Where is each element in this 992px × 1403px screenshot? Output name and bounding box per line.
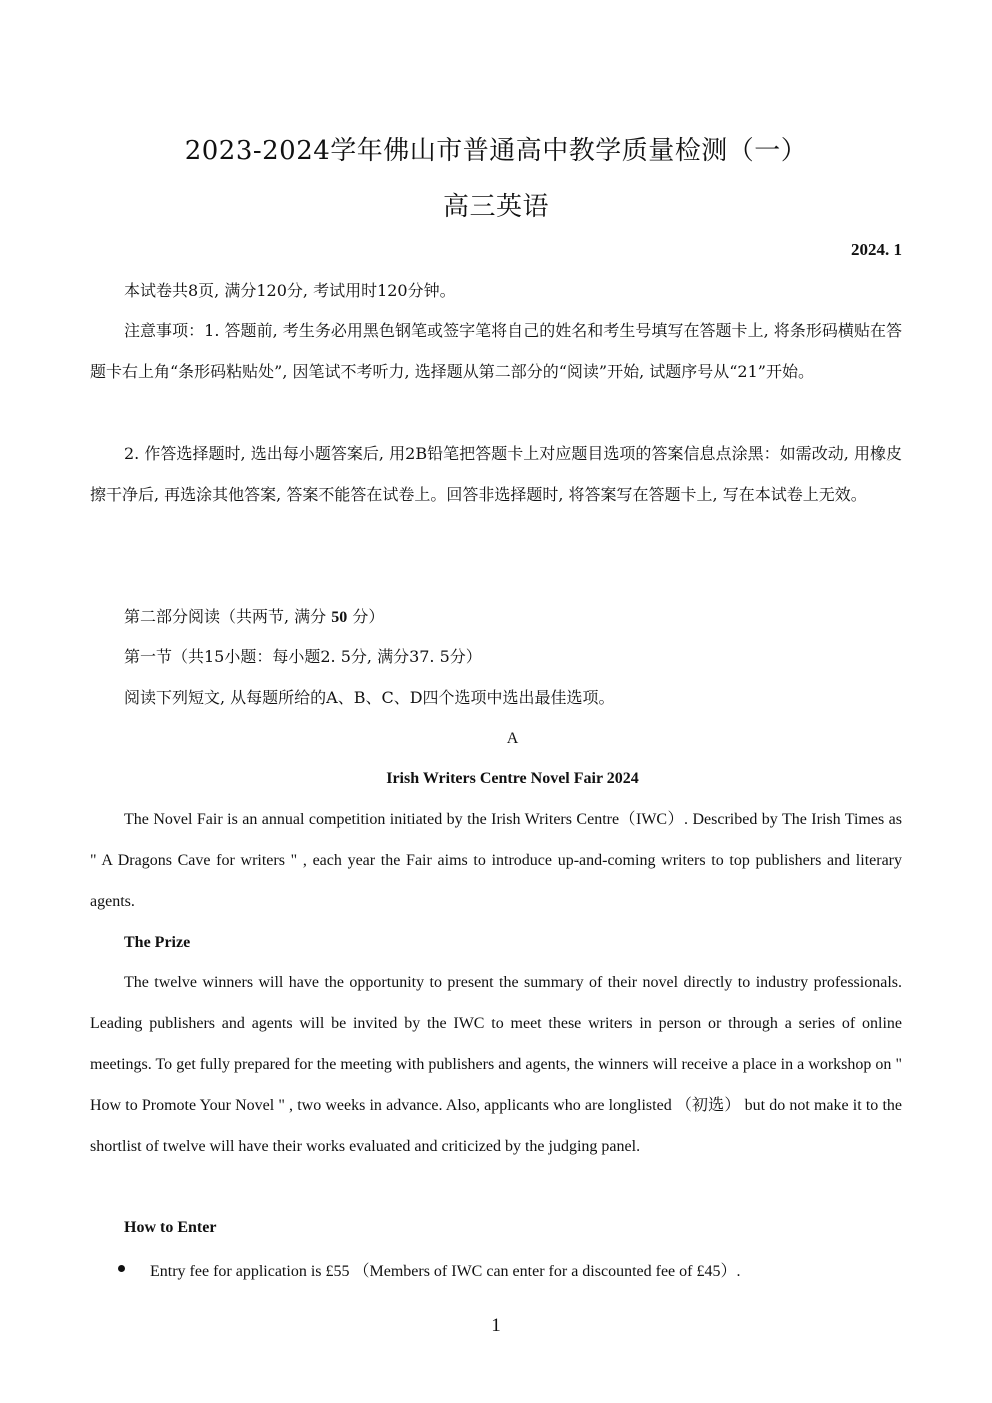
exam-title: 2023-2024学年佛山市普通高中教学质量检测（一） — [184, 136, 808, 166]
passage-paragraph-1: The Novel Fair is an annual competition initiated by the Irish Writers Centre（IWC）. Described by The Irish Times as " A Dragons Cave for writers " , each year the Fair aims to introduce up-and-coming writers to top publishers and literary agents. — [90, 811, 902, 910]
entry-fee-item: Entry fee for application is £55 （Members of IWC can enter for a discounted fee of £45）. — [150, 1263, 741, 1280]
part-heading — [90, 596, 902, 638]
exam-intro: 本试卷共8页, 满分120分, 考试用时120分钟。 — [124, 281, 456, 300]
part-score: 50 — [331, 609, 348, 626]
heading-how-to-enter: How to Enter — [124, 1219, 217, 1236]
part-heading-text: 第二部分阅读（共两节, 满分 — [124, 607, 327, 626]
bullet-icon — [118, 1265, 125, 1272]
page-number: 1 — [491, 1315, 501, 1336]
heading-the-prize: The Prize — [124, 934, 191, 951]
part-heading-end: 分） — [352, 607, 385, 626]
passage-title: Irish Writers Centre Novel Fair 2024 — [386, 770, 639, 787]
exam-date: 2024. 1 — [851, 240, 902, 259]
passage-paragraph-2: The twelve winners will have the opportunity to present the summary of their novel directly to industry professionals. Leading publishers and agents will be invited by the IWC to meet these writers in person or through a series of online meetings. To get fully prepared for the meeting with publishers and agents, the winners will receive a place in a workshop on " How to Promote Your Novel " , two weeks in advance. Also, applicants who are longlisted （初选） but do not make it to the shortlist of twelve will have their works evaluated and criticized by the judging panel. — [90, 974, 902, 1155]
reading-directions: 阅读下列短文, 从每题所给的A、B、C、D四个选项中选出最佳选项。 — [124, 688, 615, 707]
instruction-note-1: 注意事项：1. 答题前, 考生务必用黑色钢笔或签字笔将自己的姓名和考生号填写在答题卡上, 将条形码横贴在答题卡右上角“条形码粘贴处”, 因笔试不考听力, 选择题从第二部分的“阅读”开始, 试题序号从“21”开始。 — [90, 321, 902, 381]
exam-subject: 高三英语 — [442, 192, 549, 222]
passage-label: A — [506, 730, 519, 747]
section-heading: 第一节（共15小题：每小题2. 5分, 满分37. 5分） — [124, 647, 482, 666]
instruction-note-2: 2. 作答选择题时, 选出每小题答案后, 用2B铅笔把答题卡上对应题目选项的答案信息点涂黑：如需改动, 用橡皮擦干净后, 再选涂其他答案, 答案不能答在试卷上。回答非选择题时, 将答案写在答题卡上, 写在本试卷上无效。 — [90, 444, 902, 504]
